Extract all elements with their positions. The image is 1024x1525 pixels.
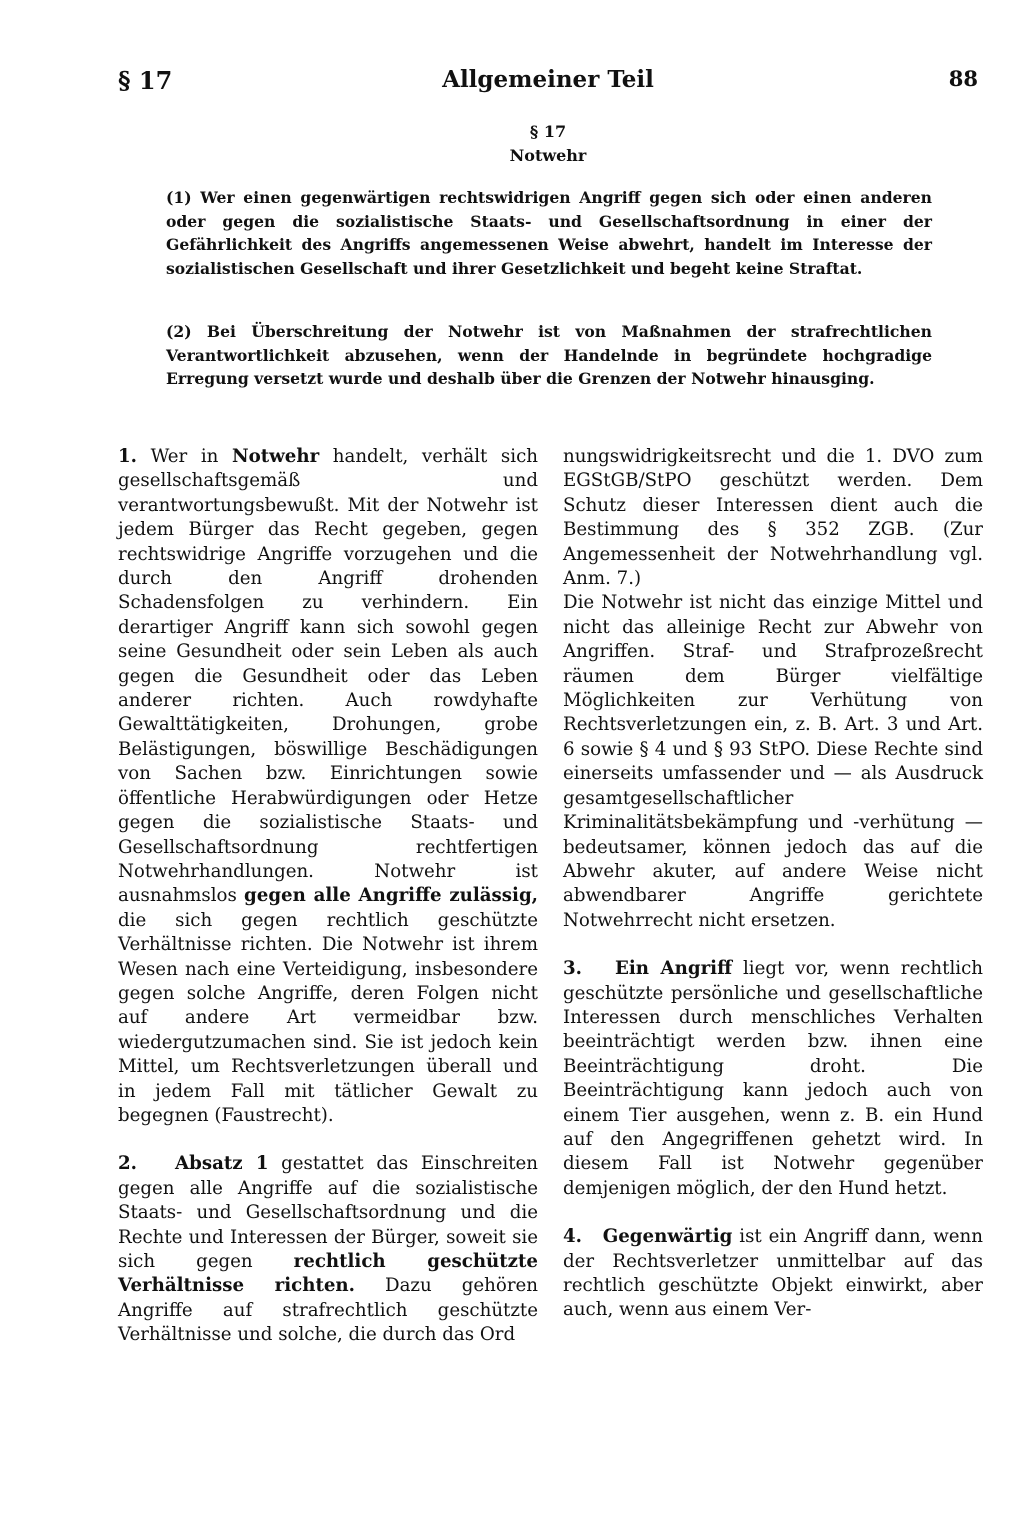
note-number: 2. (118, 1153, 137, 1175)
commentary-column-left (118, 445, 538, 1348)
note-emphasis: Gegenwärtig (602, 1226, 733, 1248)
note-emphasis: Absatz 1 (175, 1153, 269, 1175)
section-number: § 17 (529, 122, 567, 141)
law-paragraph-1: (1) Wer einen gegenwärtigen rechtswidrigen Angriff gegen sich oder einen anderen oder gegen die sozialistische Staats- und Gesellschaftsordnung in einer der Gefährlichkeit des Angriffs angemessenen Weise abwehrt, handelt im Interesse der sozialistischen Gesellschaft und ihrer Gesetzlichkeit und begeht keine Straftat. (166, 188, 932, 278)
running-header (118, 66, 978, 102)
note-text: die sich gegen rechtlich geschützte Verhältnisse richten. Die Notwehr ist ihrem Wesen nach eine Verteidigung, insbesondere gegen solche Angriffe, deren Folgen nicht auf andere Art vermeidbar bzw. wiedergutzumachen sind. Sie ist jedoch kein Mittel, um Rechtsverletzungen überall und in jedem Fall mit tätlicher Gewalt zu begegnen (Faustrecht). (118, 909, 538, 1126)
note-number: 4. (563, 1226, 582, 1248)
law-paragraph-2: (2) Bei Überschreitung der Notwehr ist von Maßnahmen der strafrechtlichen Verantwortlichkeit abzusehen, wenn der Handelnde in begründete hochgradige Erregung versetzt wurde und deshalb über die Grenzen der Notwehr hinausging. (166, 322, 932, 388)
note-text: Dazu gehören Angriffe auf strafrechtlich geschützte Verhältnisse und solche, die durch das Ord (118, 1275, 538, 1346)
commentary-note-3 (563, 957, 983, 1201)
note-emphasis: Notwehr (231, 446, 320, 467)
note-text: ist ein Angriff dann, wenn der Rechtsverletzer unmittelbar auf das rechtlich geschützte Objekt einwirkt, aber auch, wenn aus einem Ver- (563, 1226, 983, 1321)
note-text: liegt vor, wenn rechtlich geschützte persönliche und gesellschaftliche Interessen durch menschliches Verhalten beeinträchtigt werden bzw. ihnen eine Beeinträchtigung droht. Die Beeinträchtigung kann jedoch auch von einem Tier ausgehen, wenn z. B. ein Hund auf den Angegriffenen gehetzt wird. In diesem Fall ist Notwehr gegenüber demjenigen möglich, der den Hund hetzt. (563, 958, 983, 1199)
note-text: Wer in (137, 446, 232, 467)
note-emphasis: rechtlich geschützte Verhältnisse richten. (118, 1251, 538, 1297)
commentary-column-right (563, 445, 983, 1323)
commentary-note-2-paragraph: Die Notwehr ist nicht das einzige Mittel und nicht das alleinige Recht zur Abwehr von Angriffen. Straf- und Strafprozeßrecht räumen dem Bürger vielfältige Möglichkeiten zur Verhütung von Rechtsverletzungen ein, z. B. Art. 3 und Art. 6 sowie § 4 und § 93 StPO. Diese Rechte sind einerseits umfassender und — als Ausdruck gesamtgesellschaftlicher Kriminalitätsbekämpfung und -verhütung — bedeutsamer, können jedoch das auf die Abwehr akuter, auf andere Weise nicht abwendbarer Angriffe gerichtete Notwehrrecht nicht ersetzen. (563, 592, 983, 931)
section-title: Notwehr (509, 146, 587, 165)
note-emphasis: gegen alle Angriffe zulässig, (244, 885, 538, 907)
note-emphasis: Ein Angriff (614, 958, 732, 980)
commentary-note-2-continued: nungswidrigkeitsrecht und die 1. DVO zum EGStGB/StPO geschützt werden. Dem Schutz dieser Interessen dient auch die Bestimmung des § 352 ZGB. (Zur Angemessenheit der Notwehrhandlung vgl. Anm. 7.) (563, 446, 983, 590)
note-text: handelt, verhält sich gesellschaftsgemäß und verantwortungsbewußt. Mit der Notwehr ist jedem Bürger das Recht gegeben, gegen rechtswidrige Angriffe vorzugehen und die durch den Angriff drohenden Schadensfolgen zu verhindern. Ein derartiger Angriff kann sich sowohl gegen seine Gesundheit oder sein Leben als auch gegen die Gesundheit oder das Leben anderer richten. Auch rowdyhafte Gewalttätigkeiten, Drohungen, grobe Belästigungen, böswillige Beschädigungen von Sachen bzw. Einrichtungen sowie öffentliche Herabwürdigungen oder Hetze gegen die sozialistische Staats- und Gesellschaftsordnung rechtfertigen Notwehrhandlungen. Notwehr ist ausnahmslos (118, 446, 538, 907)
commentary-note-1 (118, 445, 538, 1128)
header-section-ref: § 17 (118, 66, 173, 95)
commentary-note-2 (118, 1152, 538, 1347)
note-number: 1. (118, 446, 137, 467)
header-part-title: Allgemeiner Teil (442, 66, 654, 93)
page-number: 88 (948, 66, 978, 91)
note-text: gestattet das Einschreiten gegen alle Angriffe auf die sozialistische Staats- und Gesellschaftsordnung und die Rechte und Interessen der Bürger, soweit sie sich gegen (118, 1153, 538, 1272)
note-number: 3. (563, 958, 582, 980)
commentary-note-4 (563, 1225, 983, 1323)
